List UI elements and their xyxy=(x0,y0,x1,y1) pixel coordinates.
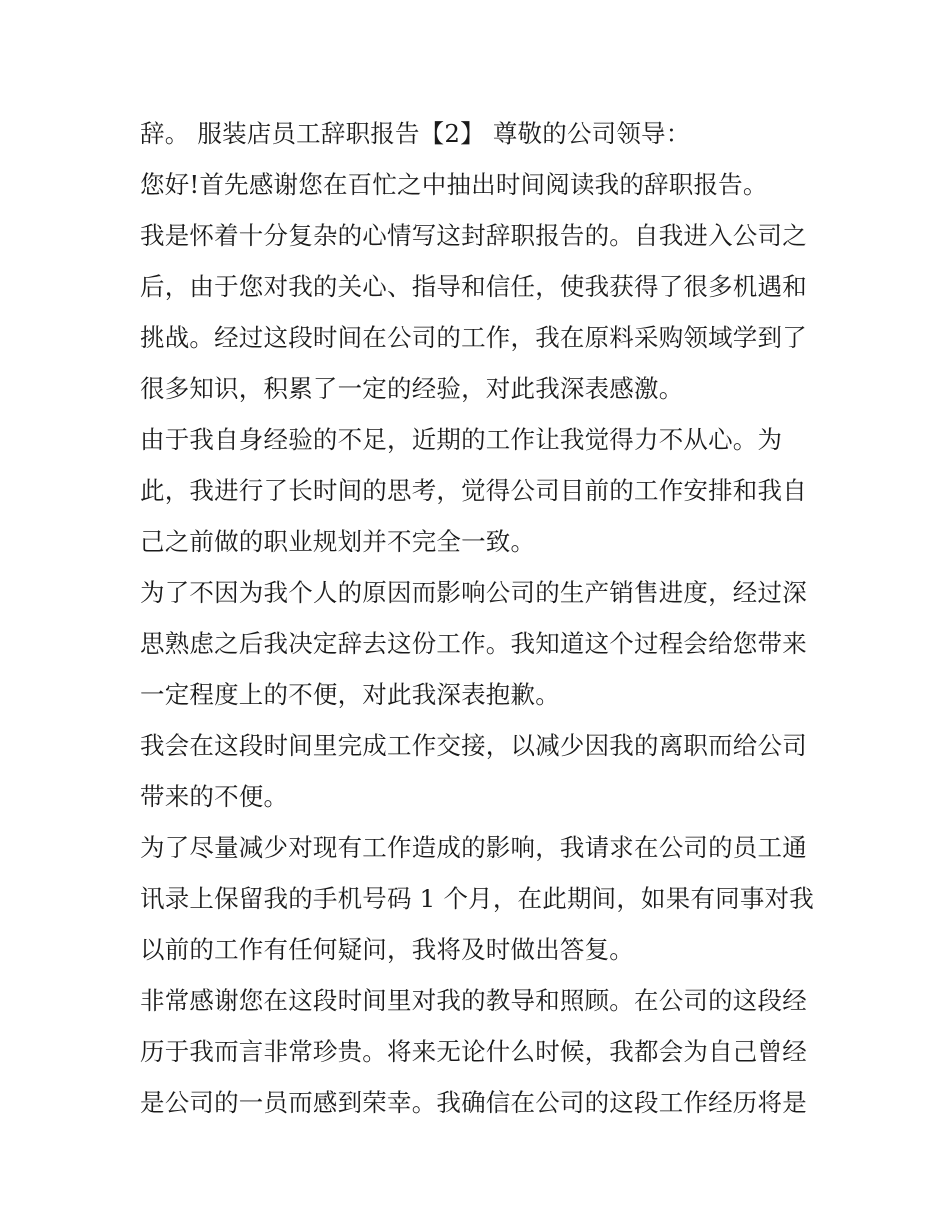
text-line-13: 我会在这段时间里完成工作交接，以减少因我的离职而给公司 xyxy=(140,731,807,760)
text-line-12: 一定程度上的不便，对此我深表抱歉。 xyxy=(140,680,560,709)
text-line-3: 我是怀着十分复杂的心情写这封辞职报告的。自我进入公司之 xyxy=(140,221,807,250)
text-line-11: 思熟虑之后我决定辞去这份工作。我知道这个过程会给您带来 xyxy=(140,629,807,658)
document-body xyxy=(140,108,820,1128)
text-line-8: 此，我进行了长时间的思考，觉得公司目前的工作安排和我自 xyxy=(140,476,807,505)
text-line-1: 辞。 服装店员工辞职报告【2】 尊敬的公司领导： xyxy=(140,119,691,148)
text-line-10: 为了不因为我个人的原因而影响公司的生产销售进度，经过深 xyxy=(140,578,807,607)
text-line-18: 非常感谢您在这段时间里对我的教导和照顾。在公司的这段经 xyxy=(140,986,807,1015)
text-line-5: 挑战。经过这段时间在公司的工作，我在原料采购领域学到了 xyxy=(140,323,807,352)
text-line-9: 己之前做的职业规划并不完全一致。 xyxy=(140,527,536,556)
text-line-19: 历于我而言非常珍贵。将来无论什么时候，我都会为自己曾经 xyxy=(140,1037,807,1066)
text-line-15: 为了尽量减少对现有工作造成的影响，我请求在公司的员工通 xyxy=(140,833,807,862)
text-line-7: 由于我自身经验的不足，近期的工作让我觉得力不从心。为 xyxy=(140,425,783,454)
text-line-4: 后，由于您对我的关心、指导和信任，使我获得了很多机遇和 xyxy=(140,272,807,301)
text-line-2: 您好!首先感谢您在百忙之中抽出时间阅读我的辞职报告。 xyxy=(140,170,768,199)
text-line-16: 讯录上保留我的手机号码 1 个月，在此期间，如果有同事对我 xyxy=(140,884,814,913)
text-line-20: 是公司的一员而感到荣幸。我确信在公司的这段工作经历将是 xyxy=(140,1088,807,1117)
text-line-6: 很多知识，积累了一定的经验，对此我深表感激。 xyxy=(140,374,684,403)
text-line-14: 带来的不便。 xyxy=(140,782,289,811)
text-line-17: 以前的工作有任何疑问，我将及时做出答复。 xyxy=(140,935,634,964)
